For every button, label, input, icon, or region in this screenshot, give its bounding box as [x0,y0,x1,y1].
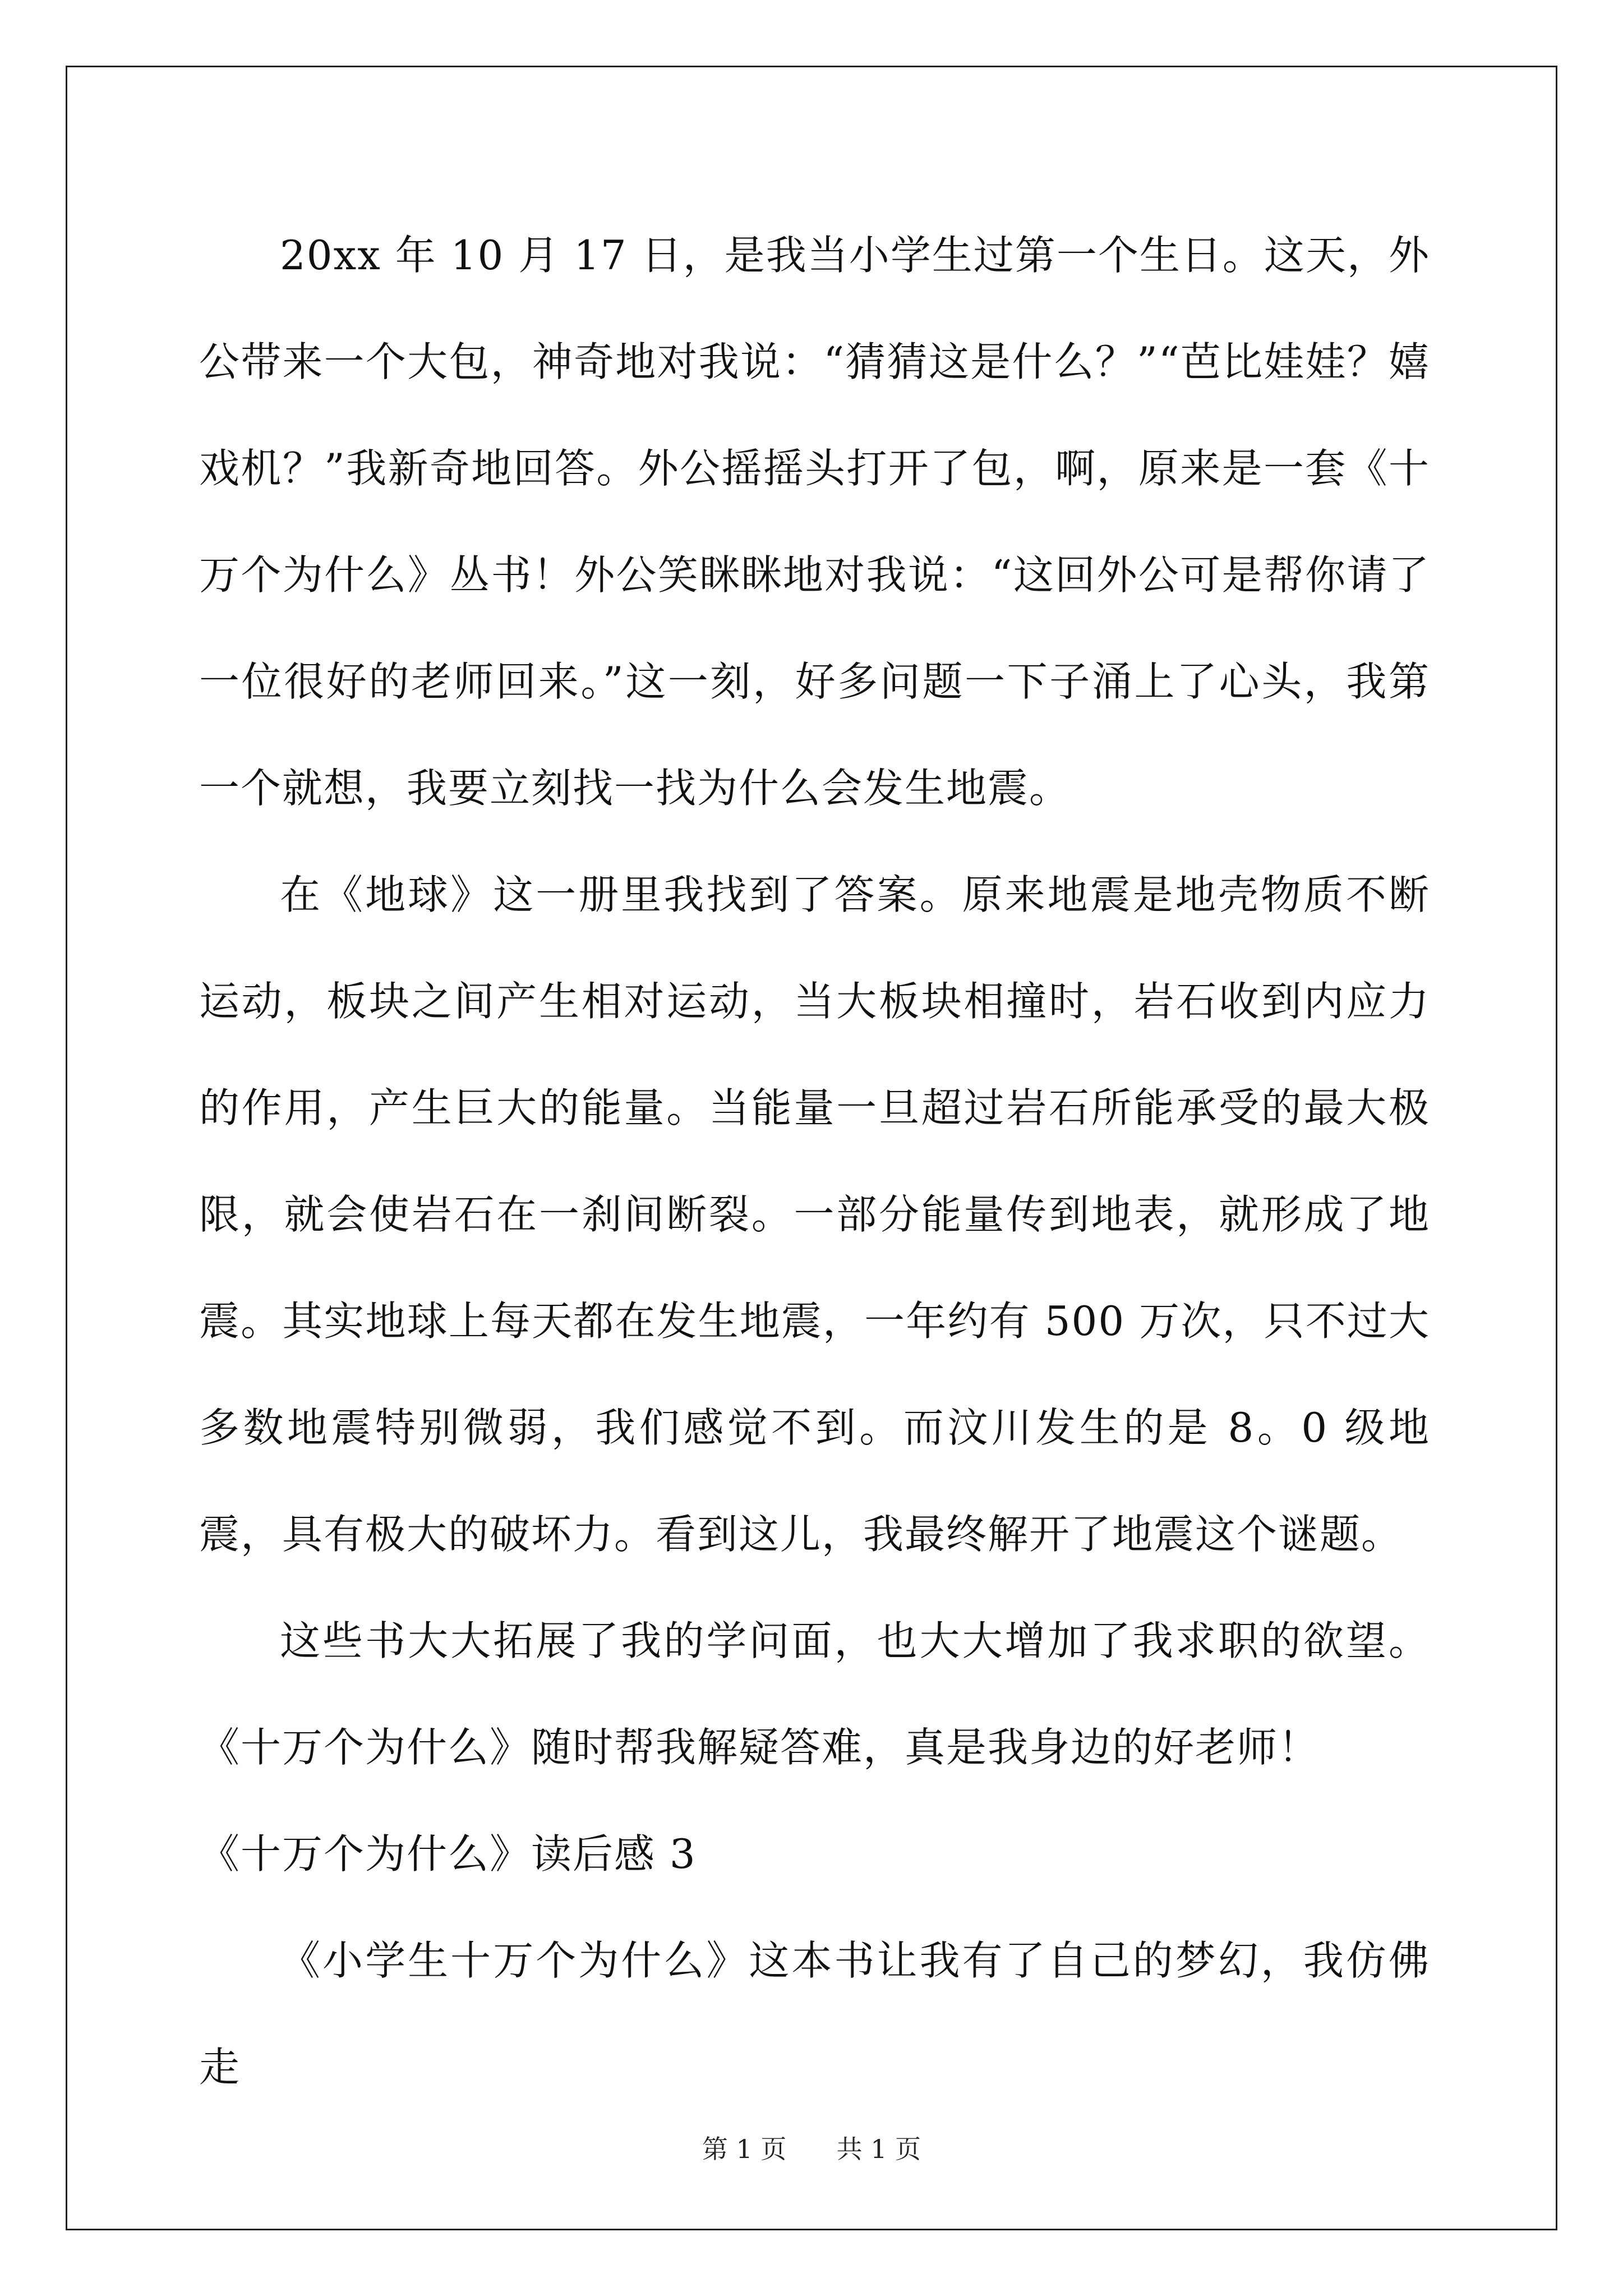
page-number-total: 共 1 页 [836,2134,921,2164]
document-body [199,202,1430,2120]
page-footer [0,2129,1623,2166]
paragraph-1: 20xx 年 10 月 17 日，是我当小学生过第一个生日。这天，外公带来一个大包，神奇地对我说：“猜猜这是什么？”“芭比娃娃？嬉戏机？”我新奇地回答。外公摇摇头打开了包，啊，原来是一套《十万个为什么》丛书！外公笑眯眯地对我说：“这回外公可是帮你请了一位很好的老师回来。”这一刻，好多问题一下子涌上了心头，我第一个就想，我要立刻找一找为什么会发生地震。 [199,232,1430,812]
page-number-current: 第 1 页 [702,2134,787,2164]
section-heading: 《十万个为什么》读后感 3 [199,1830,697,1878]
paragraph-3: 这些书大大拓展了我的学问面，也大大增加了我求职的欲望。《十万个为什么》随时帮我解疑答难，真是我身边的好老师！ [199,1617,1430,1771]
paragraph-2: 在《地球》这一册里我找到了答案。原来地震是地壳物质不断运动，板块之间产生相对运动，当大板块相撞时，岩石收到内应力的作用，产生巨大的能量。当能量一旦超过岩石所能承受的最大极限，就会使岩石在一刹间断裂。一部分能量传到地表，就形成了地震。其实地球上每天都在发生地震，一年约有 500 万次，只不过大多数地震特别微弱，我们感觉不到。而汶川发生的是 8。0 级地震，具有极大的破坏力。看到这儿，我最终解开了地震这个谜题。 [199,871,1430,1558]
paragraph-4: 《小学生十万个为什么》这本书让我有了自己的梦幻，我仿佛走 [199,1937,1430,2091]
